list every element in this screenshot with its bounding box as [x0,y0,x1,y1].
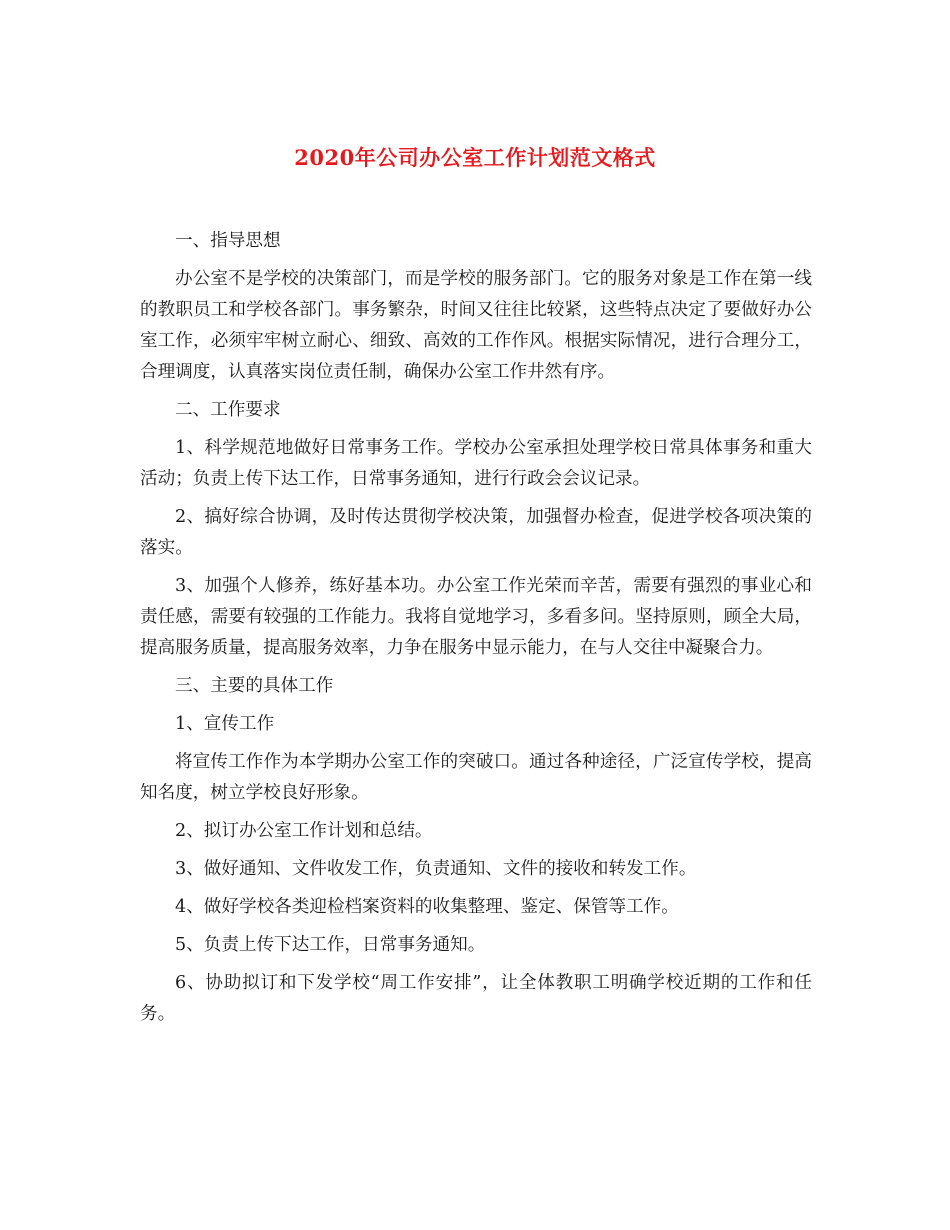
paragraph: 办公室不是学校的决策部门，而是学校的服务部门。它的服务对象是工作在第一线的教职员工和学校各部门。事务繁杂，时间又往往比较紧，这些特点决定了要做好办公室工作，必须牢牢树立耐心、细致、高效的工作作风。根据实际情况，进行合理分工，合理调度，认真落实岗位责任制，确保办公室工作井然有序。 [140,269,812,382]
section-heading-guiding-principle: 一、指导思想 [175,231,281,251]
list-item: 3、做好通知、文件收发工作，负责通知、文件的接收和转发工作。 [175,859,697,879]
list-item: 2、拟订办公室工作计划和总结。 [175,821,433,841]
list-item: 5、负责上传下达工作，日常事务通知。 [175,935,486,955]
section-heading-main-tasks: 三、主要的具体工作 [175,676,334,696]
document-title: 2020年公司办公室工作计划范文格式 [294,145,656,170]
document-body [140,226,812,1037]
paragraph: 1、科学规范地做好日常事务工作。学校办公室承担处理学校日常具体事务和重大活动；负责上传下达工作，日常事务通知，进行行政会会议记录。 [140,438,812,489]
subheading-publicity: 1、宣传工作 [175,714,275,734]
paragraph: 3、加强个人修养，练好基本功。办公室工作光荣而辛苦，需要有强烈的事业心和责任感，需要有较强的工作能力。我将自觉地学习，多看多问。坚持原则，顾全大局，提高服务质量，提高服务效率，力争在服务中显示能力，在与人交往中凝聚合力。 [140,576,812,658]
paragraph: 2、搞好综合协调，及时传达贯彻学校决策，加强督办检查，促进学校各项决策的落实。 [140,507,812,558]
list-item: 6、协助拟订和下发学校“周工作安排”，让全体教职工明确学校近期的工作和任务。 [140,973,812,1024]
paragraph: 将宣传工作作为本学期办公室工作的突破口。通过各种途径，广泛宣传学校，提高知名度，树立学校良好形象。 [140,752,812,803]
list-item: 4、做好学校各类迎检档案资料的收集整理、鉴定、保管等工作。 [175,897,679,917]
section-heading-work-requirements: 二、工作要求 [175,400,281,420]
